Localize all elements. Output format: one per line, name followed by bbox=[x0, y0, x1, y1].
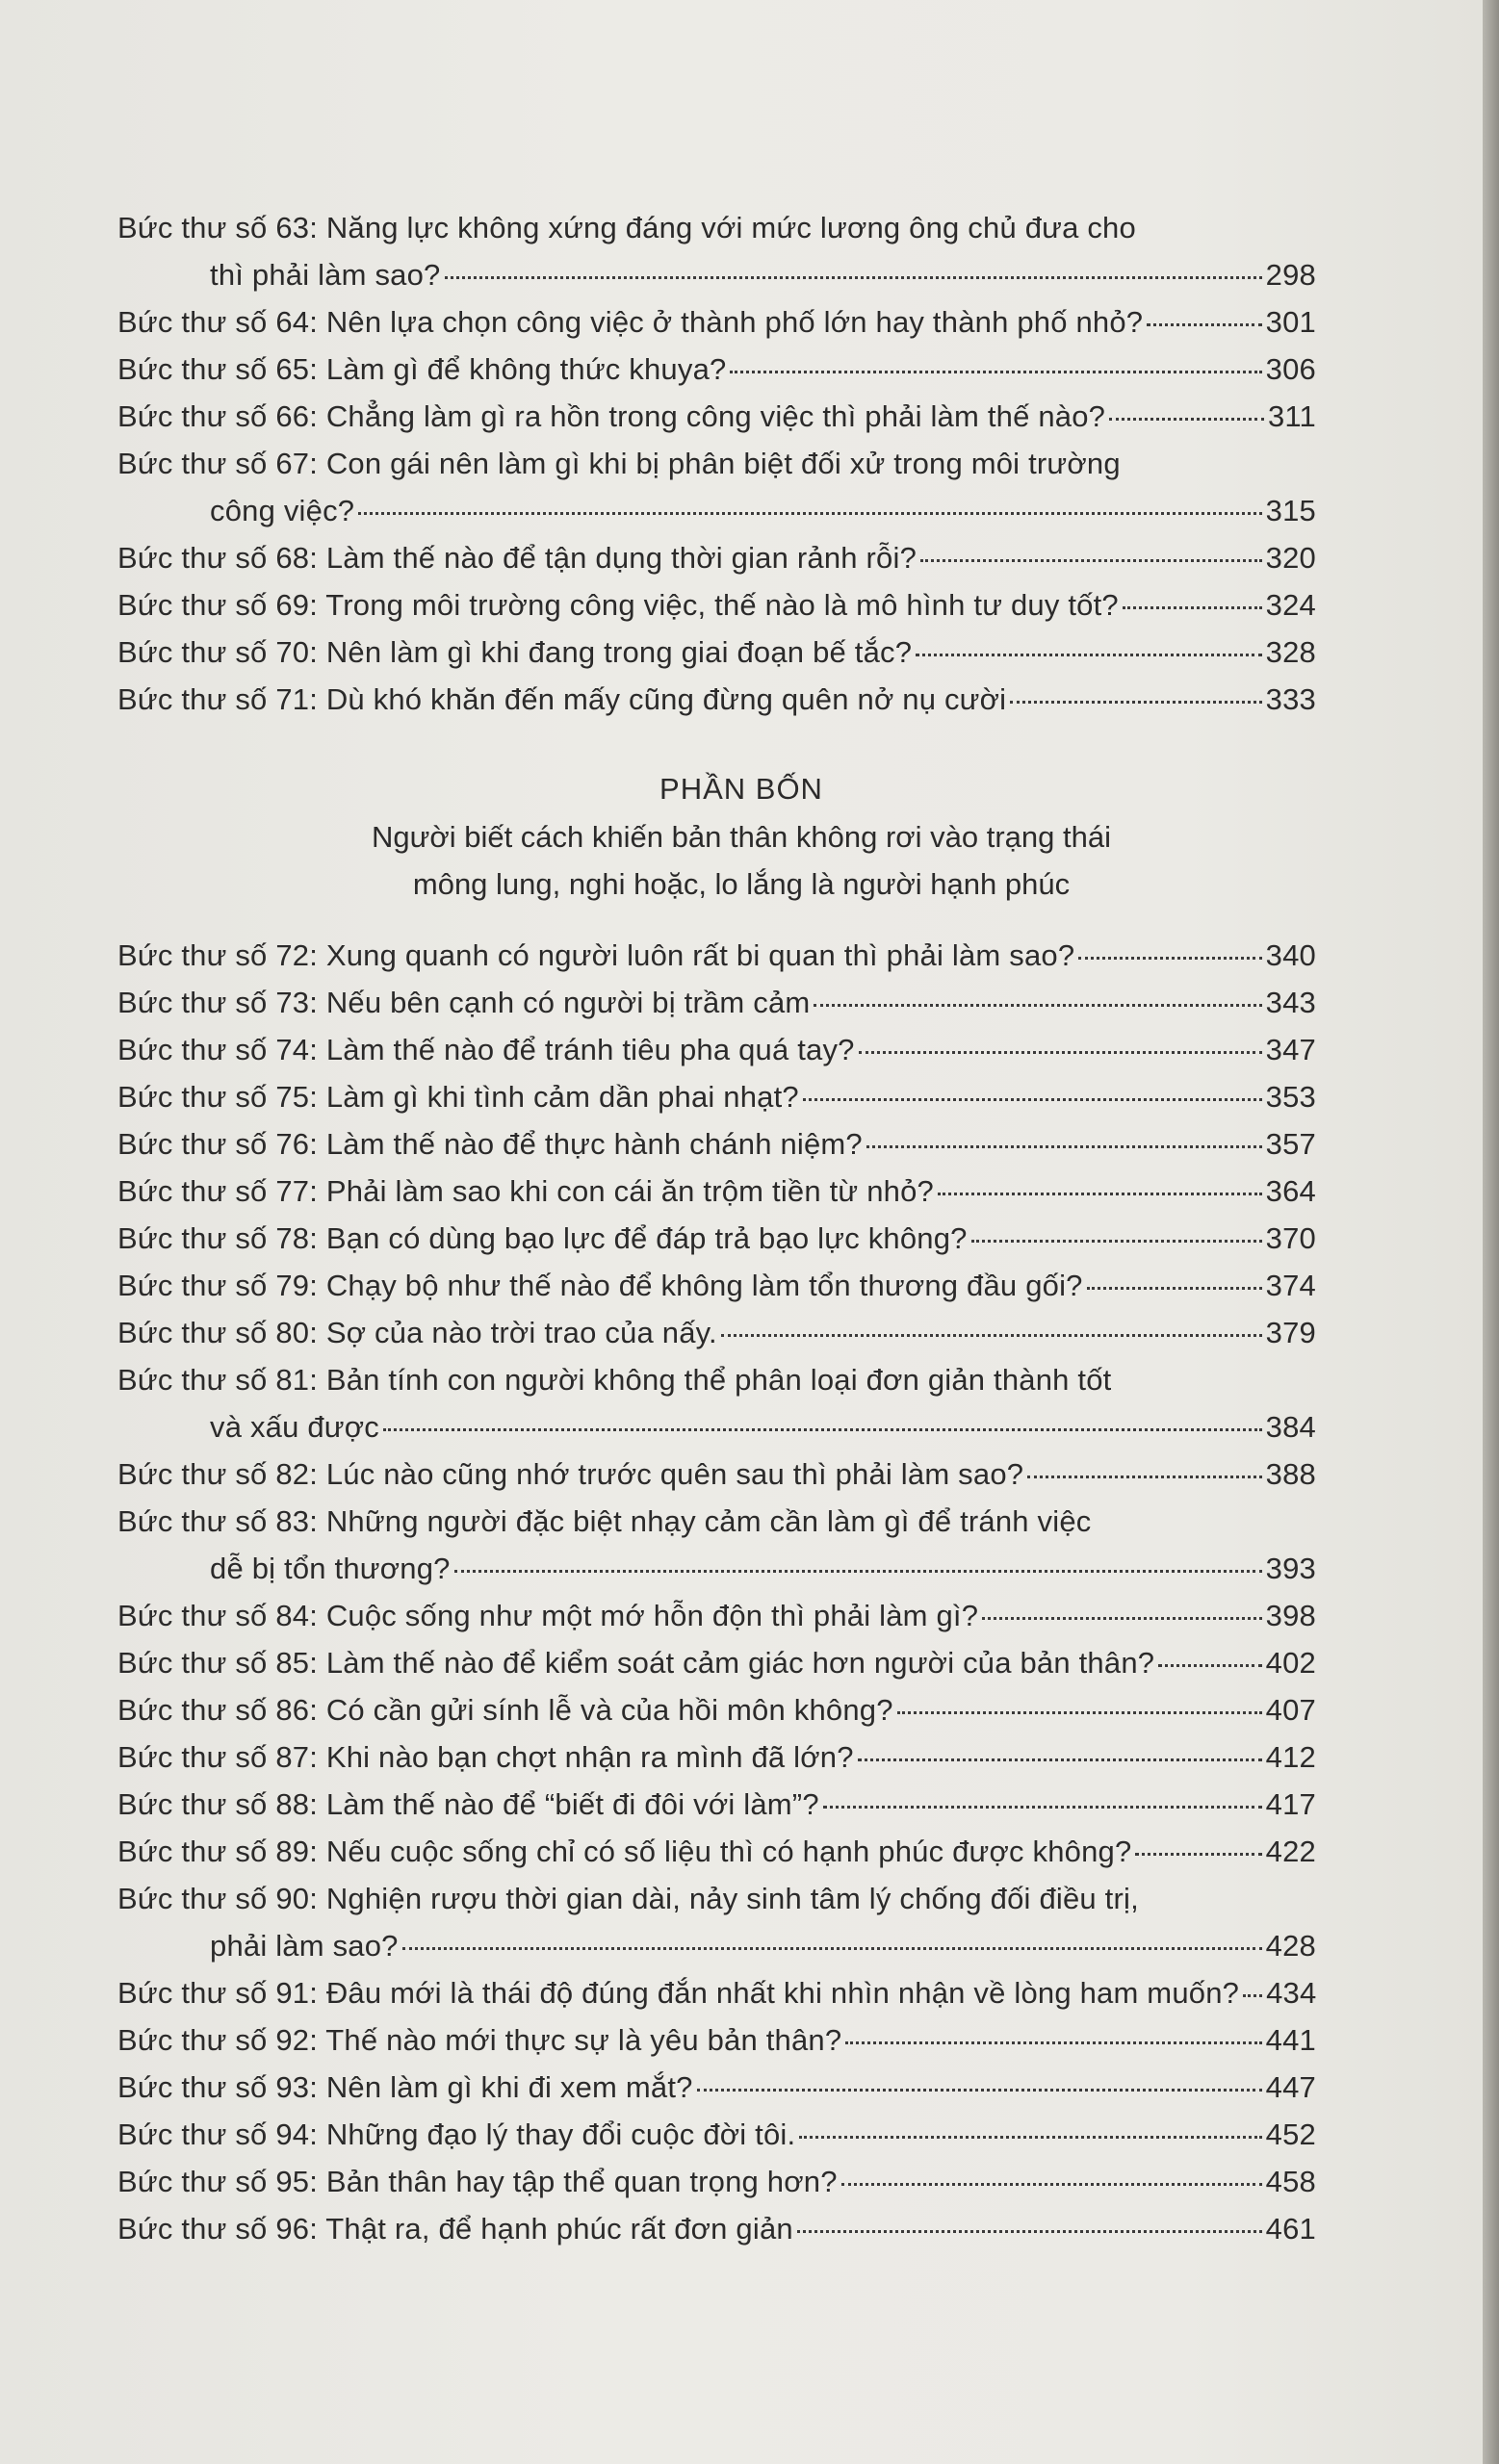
dot-leader bbox=[1078, 957, 1261, 960]
toc-entry bbox=[117, 1639, 1316, 1686]
dot-leader bbox=[866, 1145, 1262, 1148]
dot-leader bbox=[402, 1947, 1262, 1950]
dot-leader bbox=[814, 1004, 1261, 1007]
toc-entry bbox=[117, 2064, 1316, 2111]
toc-entry bbox=[117, 1356, 1316, 1450]
toc-page-number: 333 bbox=[1265, 682, 1316, 716]
toc-page-number: 374 bbox=[1265, 1269, 1316, 1302]
toc-page-number: 343 bbox=[1265, 986, 1316, 1019]
part-title: PHẦN BỐN bbox=[659, 772, 823, 806]
toc-entry-title: Bức thư số 85: Làm thế nào để kiểm soát cảm giác hơn người của bản thân? bbox=[117, 1646, 1155, 1680]
toc-page-number: 398 bbox=[1265, 1599, 1316, 1632]
toc-entry-title: Bức thư số 94: Những đạo lý thay đổi cuộc đời tôi. bbox=[117, 2118, 796, 2151]
dot-leader bbox=[1147, 323, 1261, 326]
dot-leader bbox=[797, 2230, 1262, 2233]
toc-entry bbox=[117, 393, 1316, 440]
dot-leader bbox=[845, 2041, 1261, 2044]
toc-entry-title: Bức thư số 67: Con gái nên làm gì khi bị phân biệt đối xử trong môi trường bbox=[117, 447, 1121, 480]
toc-entry-title: Bức thư số 86: Có cần gửi sính lễ và của hồi môn không? bbox=[117, 1693, 893, 1727]
dot-leader bbox=[897, 1711, 1262, 1714]
toc-entry-title: Bức thư số 93: Nên làm gì khi đi xem mắt? bbox=[117, 2070, 693, 2104]
toc-page-number: 441 bbox=[1265, 2023, 1316, 2057]
toc-page-number: 461 bbox=[1265, 2212, 1316, 2246]
toc-page-number: 452 bbox=[1265, 2118, 1316, 2151]
toc-page-number: 428 bbox=[1265, 1929, 1316, 1963]
toc-entry bbox=[117, 1733, 1316, 1781]
toc-entry bbox=[117, 979, 1316, 1026]
toc-page-number: 311 bbox=[1267, 399, 1316, 433]
toc-entry bbox=[117, 1073, 1316, 1120]
toc-entry-title: Bức thư số 91: Đâu mới là thái độ đúng đắn nhất khi nhìn nhận về lòng ham muốn? bbox=[117, 1976, 1240, 2010]
toc-entry-title: Bức thư số 64: Nên lựa chọn công việc ở thành phố lớn hay thành phố nhỏ? bbox=[117, 305, 1144, 339]
dot-leader bbox=[982, 1617, 1262, 1620]
page-edge bbox=[1483, 0, 1499, 2464]
toc-page-number: 402 bbox=[1265, 1646, 1316, 1680]
toc-entry bbox=[117, 298, 1316, 346]
toc-entry bbox=[117, 1168, 1316, 1215]
dot-leader bbox=[445, 276, 1262, 279]
toc-entry-title: Bức thư số 69: Trong môi trường công việc, thế nào là mô hình tư duy tốt? bbox=[117, 588, 1119, 622]
toc-entry-title: Bức thư số 74: Làm thế nào để tránh tiêu pha quá tay? bbox=[117, 1033, 855, 1066]
toc-page-number: 393 bbox=[1265, 1552, 1316, 1585]
toc-entry-title: Bức thư số 75: Làm gì khi tình cảm dần phai nhạt? bbox=[117, 1080, 799, 1114]
dot-leader bbox=[859, 1051, 1262, 1054]
toc-entry-title: Bức thư số 79: Chạy bộ như thế nào để không làm tổn thương đầu gối? bbox=[117, 1269, 1083, 1302]
toc-entry bbox=[117, 346, 1316, 393]
toc-entry bbox=[117, 1592, 1316, 1639]
toc-entry bbox=[117, 1450, 1316, 1498]
dot-leader bbox=[1010, 701, 1261, 704]
toc-page-number: 417 bbox=[1265, 1787, 1316, 1821]
dot-leader bbox=[1027, 1476, 1261, 1478]
dot-leader bbox=[1158, 1664, 1261, 1667]
toc-page-number: 384 bbox=[1265, 1410, 1316, 1444]
dot-leader bbox=[358, 512, 1261, 515]
toc-entry bbox=[117, 2111, 1316, 2158]
toc-section-part-four bbox=[117, 932, 1316, 2252]
toc-entry bbox=[117, 932, 1316, 979]
dot-leader bbox=[383, 1428, 1262, 1431]
toc-entry-title: Bức thư số 73: Nếu bên cạnh có người bị trầm cảm bbox=[117, 986, 811, 1019]
toc-page-number: 422 bbox=[1265, 1835, 1316, 1868]
toc-page-number: 357 bbox=[1265, 1127, 1316, 1161]
toc-entry-title: Bức thư số 77: Phải làm sao khi con cái ăn trộm tiền từ nhỏ? bbox=[117, 1174, 934, 1208]
dot-leader bbox=[799, 2136, 1261, 2139]
toc-page-number: 388 bbox=[1265, 1457, 1316, 1491]
toc-entry-title: Bức thư số 80: Sợ của nào trời trao của nấy. bbox=[117, 1316, 717, 1349]
toc-page-number: 340 bbox=[1265, 938, 1316, 972]
toc-entry-title-continued: thì phải làm sao? bbox=[210, 258, 441, 292]
dot-leader bbox=[971, 1240, 1262, 1243]
toc-entry-title: Bức thư số 72: Xung quanh có người luôn rất bi quan thì phải làm sao? bbox=[117, 938, 1075, 972]
toc-entry bbox=[117, 440, 1316, 534]
dot-leader bbox=[730, 371, 1261, 373]
toc-entry bbox=[117, 1215, 1316, 1262]
toc-entry bbox=[117, 1686, 1316, 1733]
toc-entry-title: Bức thư số 82: Lúc nào cũng nhớ trước quên sau thì phải làm sao? bbox=[117, 1457, 1024, 1491]
toc-entry bbox=[117, 1498, 1316, 1592]
part-heading bbox=[0, 765, 1483, 908]
dot-leader bbox=[916, 654, 1262, 656]
toc-page-number: 301 bbox=[1265, 305, 1316, 339]
toc-page-number: 320 bbox=[1265, 541, 1316, 575]
toc-entry-title: Bức thư số 83: Những người đặc biệt nhạy cảm cần làm gì để tránh việc bbox=[117, 1504, 1092, 1538]
toc-entry-title: Bức thư số 71: Dù khó khăn đến mấy cũng đừng quên nở nụ cười bbox=[117, 682, 1007, 716]
dot-leader bbox=[1109, 418, 1264, 421]
toc-page-number: 364 bbox=[1265, 1174, 1316, 1208]
toc-page-number: 447 bbox=[1265, 2070, 1316, 2104]
toc-entry bbox=[117, 2016, 1316, 2064]
toc-entry-title: Bức thư số 92: Thế nào mới thực sự là yêu bản thân? bbox=[117, 2023, 842, 2057]
toc-entry bbox=[117, 2158, 1316, 2205]
dot-leader bbox=[938, 1193, 1262, 1195]
dot-leader bbox=[841, 2183, 1262, 2186]
part-subtitle-line-2: mông lung, nghi hoặc, lo lắng là người hạnh phúc bbox=[412, 867, 1071, 901]
toc-entry-title: Bức thư số 84: Cuộc sống như một mớ hỗn độn thì phải làm gì? bbox=[117, 1599, 979, 1632]
toc-entry-title: Bức thư số 65: Làm gì để không thức khuya? bbox=[117, 352, 727, 386]
toc-page-number: 298 bbox=[1265, 258, 1316, 292]
toc-page-number: 324 bbox=[1265, 588, 1316, 622]
toc-page-number: 370 bbox=[1265, 1221, 1316, 1255]
toc-entry bbox=[117, 1026, 1316, 1073]
dot-leader bbox=[858, 1758, 1262, 1761]
dot-leader bbox=[920, 559, 1262, 562]
dot-leader bbox=[1123, 606, 1262, 609]
toc-entry bbox=[117, 534, 1316, 581]
toc-page-number: 353 bbox=[1265, 1080, 1316, 1114]
toc-entry-title: Bức thư số 63: Năng lực không xứng đáng với mức lương ông chủ đưa cho bbox=[117, 211, 1136, 244]
toc-entry bbox=[117, 1969, 1316, 2016]
toc-entry-title: Bức thư số 95: Bản thân hay tập thể quan trọng hơn? bbox=[117, 2165, 838, 2198]
toc-entry-title-continued: và xấu được bbox=[210, 1410, 379, 1444]
toc-page-number: 407 bbox=[1265, 1693, 1316, 1727]
dot-leader bbox=[721, 1334, 1262, 1337]
toc-entry-title: Bức thư số 78: Bạn có dùng bạo lực để đáp trả bạo lực không? bbox=[117, 1221, 968, 1255]
toc-entry-title-continued: công việc? bbox=[210, 494, 355, 527]
toc-entry-title: Bức thư số 66: Chẳng làm gì ra hồn trong công việc thì phải làm thế nào? bbox=[117, 399, 1106, 433]
toc-entry bbox=[117, 1309, 1316, 1356]
toc-entry bbox=[117, 629, 1316, 676]
toc-page-number: 458 bbox=[1265, 2165, 1316, 2198]
toc-entry bbox=[117, 581, 1316, 629]
dot-leader bbox=[1135, 1853, 1261, 1856]
toc-entry-title: Bức thư số 87: Khi nào bạn chợt nhận ra mình đã lớn? bbox=[117, 1740, 854, 1774]
dot-leader bbox=[823, 1806, 1262, 1809]
toc-page-number: 315 bbox=[1265, 494, 1316, 527]
toc-page-number: 434 bbox=[1266, 1976, 1317, 2010]
toc-page-number: 328 bbox=[1265, 635, 1316, 669]
toc-entry bbox=[117, 1120, 1316, 1168]
toc-entry-title: Bức thư số 96: Thật ra, để hạnh phúc rất đơn giản bbox=[117, 2212, 793, 2246]
toc-entry bbox=[117, 2205, 1316, 2252]
toc-page-number: 347 bbox=[1265, 1033, 1316, 1066]
part-subtitle-line-1: Người biết cách khiến bản thân không rơi vào trạng thái bbox=[372, 820, 1111, 854]
toc-entry-title: Bức thư số 88: Làm thế nào để “biết đi đôi với làm”? bbox=[117, 1787, 819, 1821]
toc-page-number: 379 bbox=[1265, 1316, 1316, 1349]
toc-entry bbox=[117, 1875, 1316, 1969]
dot-leader bbox=[697, 2089, 1262, 2092]
toc-entry-title: Bức thư số 76: Làm thế nào để thực hành chánh niệm? bbox=[117, 1127, 863, 1161]
dot-leader bbox=[803, 1098, 1262, 1101]
toc-entry-title: Bức thư số 90: Nghiện rượu thời gian dài, nảy sinh tâm lý chống đối điều trị, bbox=[117, 1882, 1139, 1915]
toc-entry-title: Bức thư số 70: Nên làm gì khi đang trong giai đoạn bế tắc? bbox=[117, 635, 913, 669]
toc-entry-title: Bức thư số 81: Bản tính con người không thể phân loại đơn giản thành tốt bbox=[117, 1363, 1112, 1397]
toc-entry-title-continued: phải làm sao? bbox=[210, 1929, 399, 1963]
toc-page-number: 306 bbox=[1265, 352, 1316, 386]
toc-section-part-three bbox=[117, 204, 1316, 723]
toc-entry bbox=[117, 204, 1316, 298]
toc-entry bbox=[117, 1781, 1316, 1828]
toc-page-number: 412 bbox=[1265, 1740, 1316, 1774]
toc-entry bbox=[117, 1262, 1316, 1309]
dot-leader bbox=[1087, 1287, 1262, 1290]
toc-entry-title-continued: dễ bị tổn thương? bbox=[210, 1552, 451, 1585]
toc-entry-title: Bức thư số 89: Nếu cuộc sống chỉ có số liệu thì có hạnh phúc được không? bbox=[117, 1835, 1132, 1868]
toc-entry bbox=[117, 676, 1316, 723]
toc-entry bbox=[117, 1828, 1316, 1875]
dot-leader bbox=[1243, 1994, 1262, 1997]
toc-entry-title: Bức thư số 68: Làm thế nào để tận dụng thời gian rảnh rỗi? bbox=[117, 541, 917, 575]
dot-leader bbox=[454, 1570, 1262, 1573]
